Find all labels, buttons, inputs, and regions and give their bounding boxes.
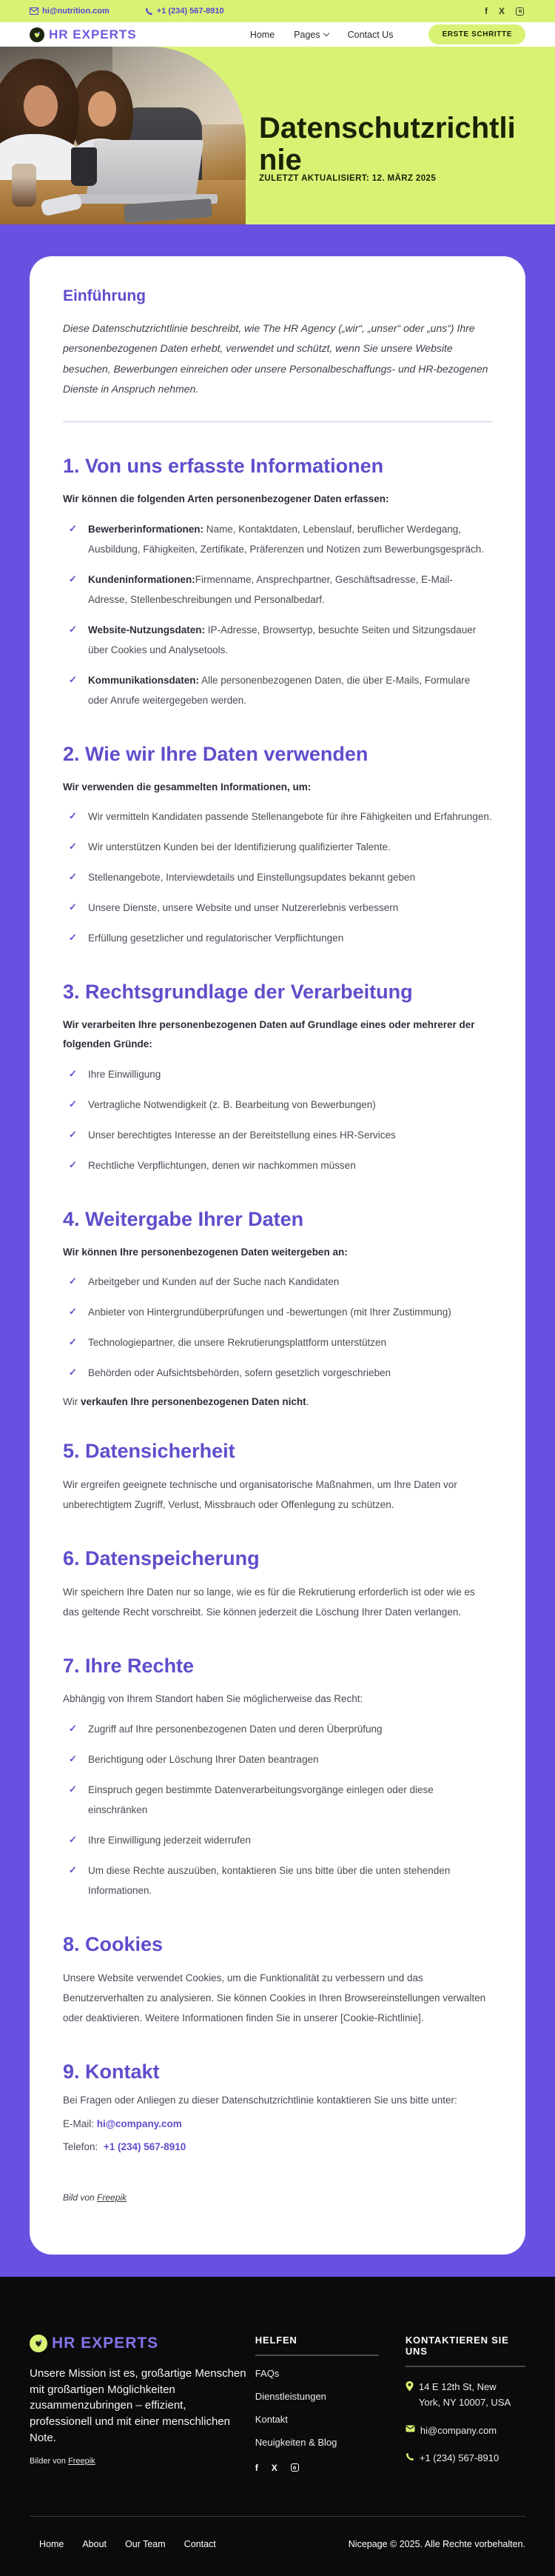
topbar-email-text: hi@nutrition.com xyxy=(42,7,110,16)
section-heading: 5. Datensicherheit xyxy=(63,1440,235,1463)
brand-logo[interactable] xyxy=(30,27,137,42)
footer-social xyxy=(255,2463,379,2473)
facebook-icon[interactable]: f xyxy=(255,2462,258,2473)
last-updated-label: ZULETZT AKTUALISIERT: 12. MÄRZ 2025 xyxy=(259,174,437,183)
policy-section-8 xyxy=(63,1933,492,2028)
instagram-icon[interactable] xyxy=(291,2463,299,2472)
twitter-x-icon[interactable]: X xyxy=(498,6,505,16)
check-icon: ✓ xyxy=(69,522,77,534)
topbar-phone-text: +1 (234) 567-8910 xyxy=(156,7,224,16)
hero-image xyxy=(0,47,246,224)
topbar-email-link[interactable] xyxy=(30,7,110,16)
list-item: ✓ Einspruch gegen bestimmte Datenverarbeitungsvorgänge einlegen oder diese einschränken xyxy=(63,1780,492,1820)
contact-phone-line: Telefon: +1 (234) 567-8910 xyxy=(63,2141,186,2153)
footer-link-neuigkeiten-blog[interactable]: Neuigkeiten & Blog xyxy=(255,2436,337,2448)
footer-address: 14 E 12th St, New York, NY 10007, USA xyxy=(406,2380,525,2411)
bottom-bar xyxy=(30,2517,525,2576)
check-icon: ✓ xyxy=(69,1367,77,1378)
check-icon: ✓ xyxy=(69,623,77,635)
section-heading: 8. Cookies xyxy=(63,1933,164,1956)
section-intro: Wir verarbeiten Ihre personenbezogenen Daten auf Grundlage eines oder mehrerer der folgenden Gründe: xyxy=(63,1019,475,1050)
bottom-nav-home[interactable]: Home xyxy=(39,2538,64,2549)
footer-link-faqs[interactable]: FAQs xyxy=(255,2367,280,2379)
check-icon: ✓ xyxy=(69,1783,77,1795)
section-intro: Wir können Ihre personenbezogenen Daten weitergeben an: xyxy=(63,1246,348,1258)
check-list xyxy=(63,807,492,948)
check-icon: ✓ xyxy=(69,1275,77,1287)
section-heading: 7. Ihre Rechte xyxy=(63,1655,195,1678)
section-heading: 1. Von uns erfasste Informationen xyxy=(63,455,384,478)
intro-paragraph: Diese Datenschutzrichtlinie beschreibt, wie The HR Agency („wir“, „unser“ oder „uns“) Ihre personenbezogenen Daten erhebt, verwendet und schützt, wenn Sie unsere Website besuchen, Bewerbungen einreichen oder unsere Personalbeschaffungs- und HR-bezogenen Dienste in Anspruch nehmen. xyxy=(63,322,488,395)
policy-section-9 xyxy=(63,2061,492,2157)
phone-link[interactable]: +1 (234) 567-8910 xyxy=(103,2141,186,2153)
footer-brand-column xyxy=(30,2335,248,2466)
check-list xyxy=(63,1064,492,1175)
check-icon: ✓ xyxy=(69,1067,77,1079)
nav-contact-us[interactable]: Contact Us xyxy=(347,29,394,40)
list-item: ✓ Vertragliche Notwendigkeit (z. B. Bearbeitung von Bewerbungen) xyxy=(63,1095,492,1115)
divider xyxy=(406,2366,525,2367)
section-heading: 2. Wie wir Ihre Daten verwenden xyxy=(63,742,369,765)
footer-phone[interactable]: +1 (234) 567-8910 xyxy=(406,2451,525,2466)
footer-link-kontakt[interactable]: Kontakt xyxy=(255,2413,288,2425)
list-item: ✓ Unser berechtigtes Interesse an der Bereitstellung eines HR-Services xyxy=(63,1125,492,1145)
list-item: ✓ Stellenangebote, Interviewdetails und Einstellungsupdates bekannt geben xyxy=(63,867,492,887)
policy-section-5 xyxy=(63,1440,492,1515)
list-item: ✓ Rechtliche Verpflichtungen, denen wir nachkommen müssen xyxy=(63,1155,492,1175)
check-icon: ✓ xyxy=(69,901,77,913)
brand-name: HR EXPERTS xyxy=(49,27,137,41)
footer-contact-title: KONTAKTIEREN SIE UNS xyxy=(405,2334,509,2357)
policy-section-3 xyxy=(63,981,492,1175)
copyright-text: Nicepage © 2025. Alle Rechte vorbehalten. xyxy=(348,2538,525,2549)
section-intro: Abhängig von Ihrem Standort haben Sie möglicherweise das Recht: xyxy=(63,1693,363,1705)
logo-icon xyxy=(30,27,44,42)
policy-section-7 xyxy=(63,1655,492,1901)
main-nav xyxy=(250,30,394,40)
section-heading: 6. Datenspeicherung xyxy=(63,1547,260,1570)
check-icon: ✓ xyxy=(69,673,77,685)
check-icon: ✓ xyxy=(69,1864,77,1876)
list-item: ✓ Um diese Rechte auszuüben, kontaktieren Sie uns bitte über die unten stehenden Informationen. xyxy=(63,1861,492,1901)
email-link[interactable]: hi@company.com xyxy=(96,2118,182,2129)
logo-icon xyxy=(30,2335,47,2352)
bottom-nav-our-team[interactable]: Our Team xyxy=(125,2538,166,2549)
nav-home[interactable]: Home xyxy=(249,29,275,40)
policy-section-6 xyxy=(63,1547,492,1622)
main-section xyxy=(0,224,555,2277)
divider xyxy=(255,2355,379,2356)
check-icon: ✓ xyxy=(69,1158,77,1170)
list-item: ✓ Anbieter von Hintergrundüberprüfungen und -bewertungen (mit Ihrer Zustimmung) xyxy=(63,1302,492,1322)
section-body: Wir speichern Ihre Daten nur so lange, wie es für die Rekrutierung erforderlich ist oder wie es das geltende Recht vorschreibt. Sie können jederzeit die Löschung Ihrer Daten verlangen. xyxy=(63,1586,475,1618)
section-heading: 4. Weitergabe Ihrer Daten xyxy=(63,1207,304,1230)
list-item: ✓ Ihre Einwilligung xyxy=(63,1064,492,1084)
section-body: Unsere Website verwendet Cookies, um die Funktionalität zu verbessern und das Benutzerverhalten zu analysieren. Sie können Cookies in Ihren Browsereinstellungen verwalten oder deaktivieren. Weitere Informationen finden Sie in unserer [Cookie-Richtlinie]. xyxy=(63,1972,486,2024)
check-icon: ✓ xyxy=(69,932,77,944)
image-credit: Bild von Freepik xyxy=(63,2192,127,2203)
envelope-icon xyxy=(30,7,38,15)
check-icon: ✓ xyxy=(69,1753,77,1765)
footer-link-dienstleistungen[interactable]: Dienstleistungen xyxy=(255,2390,326,2402)
no-sale-note: Wir verkaufen Ihre personenbezogenen Daten nicht. xyxy=(63,1396,309,1408)
list-item: ✓ Arbeitgeber und Kunden auf der Suche nach Kandidaten xyxy=(63,1272,492,1292)
list-item: ✓ Behörden oder Aufsichtsbehörden, sofern gesetzlich vorgeschrieben xyxy=(63,1363,492,1383)
section-body: Wir ergreifen geeignete technische und organisatorische Maßnahmen, um Ihre Daten vor unberechtigtem Zugriff, Verlust, Missbrauch oder Offenlegung zu schützen. xyxy=(63,1479,457,1511)
bottom-nav-contact[interactable]: Contact xyxy=(184,2538,216,2549)
phone-icon xyxy=(406,2452,414,2461)
check-icon: ✓ xyxy=(69,573,77,584)
list-item: ✓ Technologiepartner, die unsere Rekrutierungsplattform unterstützen xyxy=(63,1332,492,1352)
facebook-icon[interactable]: f xyxy=(484,6,488,16)
contact-email-line: E-Mail: hi@company.com xyxy=(63,2118,182,2129)
section-intro: Wir können die folgenden Arten personenbezogener Daten erfassen: xyxy=(63,493,389,505)
divider xyxy=(63,421,492,422)
instagram-icon[interactable] xyxy=(516,7,524,16)
list-item: ✓ Zugriff auf Ihre personenbezogenen Daten und deren Überprüfung xyxy=(63,1719,492,1739)
site-header xyxy=(0,22,555,47)
check-icon: ✓ xyxy=(69,1723,77,1735)
freepik-link[interactable]: Freepik xyxy=(67,2456,95,2466)
erste-schritte-button[interactable]: ERSTE SCHRITTE xyxy=(428,24,525,44)
check-list xyxy=(63,1272,492,1383)
topbar-social xyxy=(485,6,524,16)
list-item: ✓ Wir vermitteln Kandidaten passende Stellenangebote für ihre Fähigkeiten und Erfahrungen. xyxy=(63,807,492,827)
envelope-icon xyxy=(406,2425,415,2432)
bottom-nav-about[interactable]: About xyxy=(82,2538,107,2549)
check-icon: ✓ xyxy=(69,1834,77,1846)
phone-icon xyxy=(145,7,153,16)
list-item: ✓ Website-Nutzungsdaten: IP-Adresse, Browsertyp, besuchte Seiten und Sitzungsdauer über Cookies und Analysetools. xyxy=(63,620,492,660)
footer-help-column xyxy=(255,2335,379,2473)
contact-intro: Bei Fragen oder Anliegen zu dieser Datenschutzrichtlinie kontaktieren Sie uns bitte unter: xyxy=(63,2095,457,2106)
check-icon: ✓ xyxy=(69,1306,77,1318)
bottom-nav xyxy=(39,2539,216,2549)
list-item: ✓ Kommunikationsdaten: Alle personenbezogenen Daten, die über E-Mails, Formulare oder Anrufe weitergegeben werden. xyxy=(63,670,492,710)
policy-section-4 xyxy=(63,1208,492,1408)
check-list xyxy=(63,1719,492,1901)
check-icon: ✓ xyxy=(69,810,77,822)
policy-section-1 xyxy=(63,455,492,710)
footer-email[interactable]: hi@company.com xyxy=(406,2423,525,2439)
footer-help-title: HELFEN xyxy=(255,2334,297,2346)
twitter-x-icon[interactable]: X xyxy=(271,2462,278,2473)
check-icon: ✓ xyxy=(69,1098,77,1110)
nav-pages[interactable]: Pages xyxy=(294,30,328,40)
check-icon: ✓ xyxy=(69,841,77,852)
chevron-down-icon xyxy=(323,30,329,36)
top-bar xyxy=(0,0,555,22)
policy-card xyxy=(30,256,525,2255)
list-item: ✓ Wir unterstützen Kunden bei der Identifizierung qualifizierter Talente. xyxy=(63,837,492,857)
check-list xyxy=(63,519,492,710)
check-icon: ✓ xyxy=(69,871,77,883)
list-item: ✓ Ihre Einwilligung jederzeit widerrufen xyxy=(63,1830,492,1850)
site-footer xyxy=(0,2277,555,2576)
footer-contact-column xyxy=(406,2335,525,2466)
list-item: ✓ Kundeninformationen:Firmenname, Ansprechpartner, Geschäftsadresse, E-Mail-Adresse, Stellenbeschreibungen und Personalbedarf. xyxy=(63,570,492,610)
list-item: ✓ Unsere Dienste, unsere Website und unser Nutzererlebnis verbessern xyxy=(63,898,492,918)
page-title: Datenschutzrichtlinie xyxy=(259,111,516,176)
section-heading: 3. Rechtsgrundlage der Verarbeitung xyxy=(63,981,413,1004)
topbar-phone-link[interactable] xyxy=(145,7,224,16)
check-icon: ✓ xyxy=(69,1336,77,1348)
hero-section xyxy=(0,47,555,224)
list-item: ✓ Berichtigung oder Löschung Ihrer Daten beantragen xyxy=(63,1749,492,1769)
section-intro: Wir verwenden die gesammelten Informationen, um: xyxy=(63,781,312,793)
location-pin-icon xyxy=(406,2381,414,2392)
list-item: ✓ Erfüllung gesetzlicher und regulatorischer Verpflichtungen xyxy=(63,928,492,948)
section-heading: 9. Kontakt xyxy=(63,2061,160,2083)
footer-brand-name: HR EXPERTS xyxy=(52,2334,159,2352)
list-item: ✓ Bewerberinformationen: Name, Kontaktdaten, Lebenslauf, beruflicher Werdegang, Ausbildung, Fähigkeiten, Zertifikate, Präferenzen und Notizen zum Bewerbungsgespräch. xyxy=(63,519,492,559)
footer-brand-logo[interactable] xyxy=(30,2335,248,2352)
footer-mission: Unsere Mission ist es, großartige Menschen mit großartigen Möglichkeiten zusammenzubringen – effizient, professionell und mit einer menschlichen Note. xyxy=(30,2366,246,2444)
policy-section-2 xyxy=(63,743,492,949)
check-icon: ✓ xyxy=(69,1128,77,1140)
footer-image-credit: Bilder von Freepik xyxy=(30,2456,95,2466)
intro-heading: Einführung xyxy=(63,287,146,304)
freepik-link[interactable]: Freepik xyxy=(97,2192,127,2203)
